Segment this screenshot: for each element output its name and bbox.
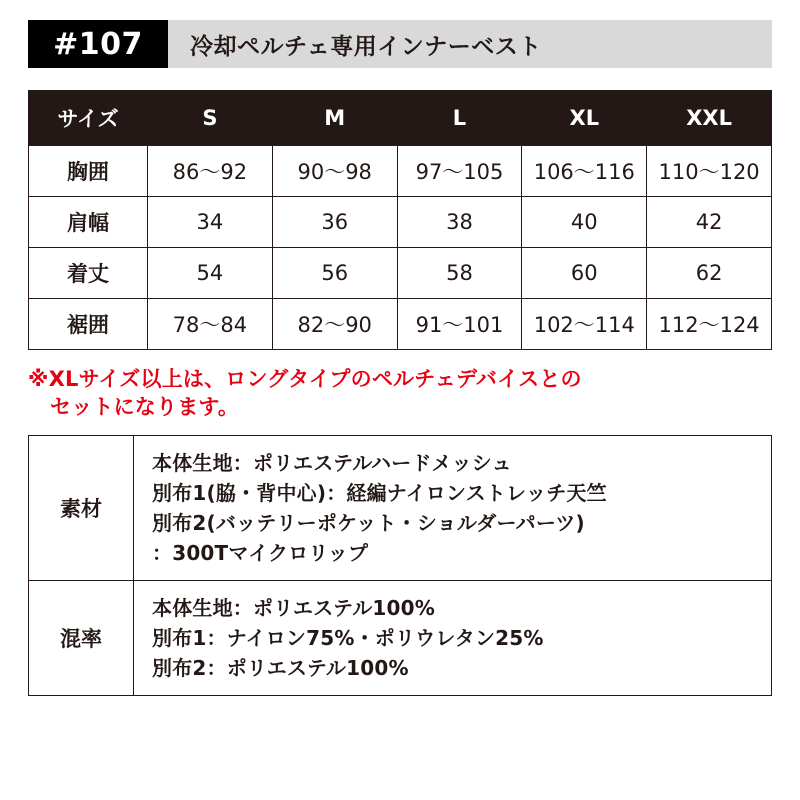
column-header-l: L xyxy=(397,91,522,146)
cell-length-s: 54 xyxy=(148,248,273,299)
cell-hem-xl: 102〜114 xyxy=(522,299,647,350)
cell-length-xxl: 62 xyxy=(647,248,772,299)
cell-shoulder-s: 34 xyxy=(148,197,273,248)
column-header-s: S xyxy=(148,91,273,146)
spec-table-body xyxy=(29,436,772,696)
row-header-material: 素材 xyxy=(29,436,134,581)
row-header-composition: 混率 xyxy=(29,581,134,696)
cell-hem-m: 82〜90 xyxy=(272,299,397,350)
size-note-line1: ※XLサイズ以上は、ロングタイプのペルチェデバイスとの xyxy=(28,367,582,391)
material-line-1: 本体生地：ポリエステルハードメッシュ xyxy=(152,451,512,476)
material-line-2: 別布1(脇・背中心)：経編ナイロンストレッチ天竺 xyxy=(152,481,607,506)
cell-shoulder-m: 36 xyxy=(272,197,397,248)
size-note-line2: セットになります。 xyxy=(50,394,240,419)
cell-hem-s: 78〜84 xyxy=(148,299,273,350)
material-line-4: ：300Tマイクロリップ xyxy=(152,541,369,566)
cell-chest-xxl: 110〜120 xyxy=(647,146,772,197)
cell-shoulder-l: 38 xyxy=(397,197,522,248)
cell-length-m: 56 xyxy=(272,248,397,299)
material-details xyxy=(134,436,772,581)
cell-chest-xl: 106〜116 xyxy=(522,146,647,197)
cell-shoulder-xl: 40 xyxy=(522,197,647,248)
table-header-row xyxy=(29,91,772,146)
column-header-xl: XL xyxy=(522,91,647,146)
cell-shoulder-xxl: 42 xyxy=(647,197,772,248)
composition-details xyxy=(134,581,772,696)
page-title: 冷却ペルチェ専用インナーベスト xyxy=(168,20,772,68)
column-header-xxl: XXL xyxy=(647,91,772,146)
composition-line-2: 別布1：ナイロン75%・ポリウレタン25% xyxy=(152,626,544,651)
table-row xyxy=(29,299,772,350)
row-header-hem: 裾囲 xyxy=(29,299,148,350)
table-row xyxy=(29,581,772,696)
size-table-body xyxy=(29,146,772,350)
cell-chest-s: 86〜92 xyxy=(148,146,273,197)
cell-length-xl: 60 xyxy=(522,248,647,299)
cell-hem-l: 91〜101 xyxy=(397,299,522,350)
table-row xyxy=(29,436,772,581)
material-line-3: 別布2(バッテリーポケット・ショルダーパーツ) xyxy=(152,511,585,536)
header xyxy=(28,20,772,68)
column-header-m: M xyxy=(272,91,397,146)
composition-line-1: 本体生地：ポリエステル100% xyxy=(152,596,435,621)
cell-length-l: 58 xyxy=(397,248,522,299)
row-header-length: 着丈 xyxy=(29,248,148,299)
spec-table xyxy=(28,435,772,696)
cell-chest-m: 90〜98 xyxy=(272,146,397,197)
cell-hem-xxl: 112〜124 xyxy=(647,299,772,350)
product-number-badge: #107 xyxy=(28,20,168,68)
table-row xyxy=(29,197,772,248)
cell-chest-l: 97〜105 xyxy=(397,146,522,197)
size-table-head xyxy=(29,91,772,146)
row-header-chest: 胸囲 xyxy=(29,146,148,197)
row-header-shoulder: 肩幅 xyxy=(29,197,148,248)
column-header-size: サイズ xyxy=(29,91,148,146)
table-row xyxy=(29,146,772,197)
size-table xyxy=(28,90,772,350)
composition-line-3: 別布2：ポリエステル100% xyxy=(152,656,409,681)
size-note xyxy=(28,366,772,421)
table-row xyxy=(29,248,772,299)
